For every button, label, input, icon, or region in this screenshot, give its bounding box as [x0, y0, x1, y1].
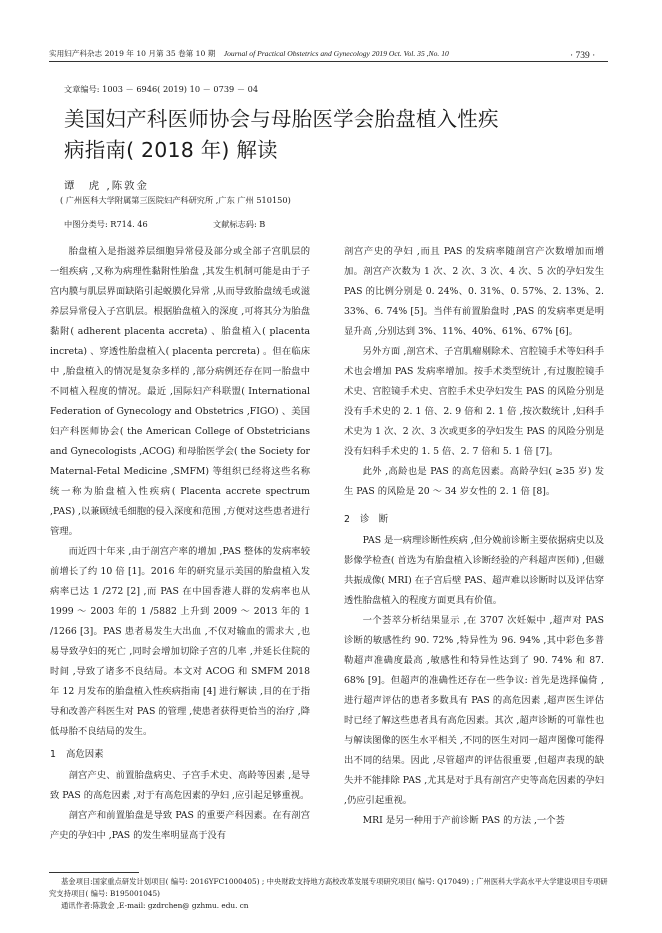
risk-paragraph-age: 此外 ,高龄也是 PAS 的高危因素。高龄孕妇( ≥35 岁) 发生 PAS 的风险是 20 ～ 34 岁女性的 2. 1 倍 [8]。 — [344, 466, 604, 497]
article-title — [64, 104, 604, 166]
intro-paragraph-1: 胎盘植入是指滋养层细胞异常侵及部分或全部子宫肌层的一组疾病 ,又称为病理性黏附性胎盘 ,其发生机制可能是由于子宫内膜与肌层界面缺陷引起蜕膜化异常 ,从而导致胎盘绒毛或滋养层异常侵入子宫肌层。根据胎盘植入的深度 ,可将其分为胎盘黏附( adherent placenta accreta) 、胎盘植入( placenta increta) 、穿透性胎盘植入( placenta percreta) 。但在临床中 ,胎盘植入的情况是复杂多样的 ,部分病例还存在同一胎盘中不同植入程度的情况。最近 ,国际妇产科联盟( International Federation of Gynecology and Obstetrics ,FIGO) 、美国妇产科医师协会( the American College of Obstetricians and Gynecologists ,ACOG) 和母胎医学会( the Society for Maternal-Fetal Medicine ,SMFM) 等组织已经将这些名称统一称为胎盘植入性疾病( Placenta accrete spectrum ,PAS) ,以兼顾绒毛细胞的侵入深度和范围 ,方便对这些患者进行管理。 — [50, 246, 311, 537]
section-2-paragraph-3: MRI 是另一种用于产前诊断 PAS 的方法 ,一个荟 — [362, 815, 565, 826]
clc-number: 中图分类号: R714. 46 — [64, 219, 148, 229]
right-column — [344, 242, 604, 831]
header-rule — [49, 61, 608, 62]
article-title-line-2: 病指南( 2018 年) 解读 — [64, 138, 278, 162]
left-column — [50, 242, 310, 846]
section-2-paragraph-1: PAS 是一病理诊断性疾病 ,但分娩前诊断主要依据病史以及影像学检查( 首选为有胎盘植入诊断经验的产科超声医师) ,但磁共振成像( MRI) 在子宫后壁 PAS、超声难以诊断时以及评估穿透性胎盘植入的程度方面更具有价值。 — [344, 535, 604, 606]
footnote — [49, 876, 609, 912]
section-1-number: 1 — [50, 749, 56, 760]
journal-name-cn: 实用妇产科杂志 2019 年 10 月第 35 卷第 10 期 — [49, 49, 216, 58]
funding-note — [49, 876, 609, 900]
funding-label: 基金项目: — [61, 877, 93, 886]
corresponding-author-note — [49, 900, 609, 912]
section-2-title: 诊 断 — [359, 514, 389, 525]
intro-paragraph-2: 而近四十年来 ,由于剖宫产率的增加 ,PAS 整体的发病率较前增长了约 10 倍 [1]。2016 年的研究显示美国的胎盘植入发病率已达 1 /272 [2] ,而 PAS 在中国香港人群的发病率也从 1999 ～ 2003 年的 1 /5882 上升到 2009 ～ 2013 年的 1 /1266 [3]。PAS 患者易发生大出血 ,不仅对输血的需求大 ,也易导致孕妇的死亡 ,同时会增加切除子宫的几率 ,并延长住院的时间 ,导致了诸多不良结局。本文对 ACOG 和 SMFM 2018 年 12 月发布的胎盘植入性疾病指南 [4] 进行解读 ,目的在于指导和改善产科医生对 PAS 的管理 ,使患者获得更恰当的治疗 ,降低母胎不良结局的发生。 — [50, 546, 310, 737]
funding-text: 国家重点研发计划项目( 编号: 2016YFC1000405) ; 中央财政支持地方高校改革发展专项研究项目( 编号: Q17049) ; 广州医科大学高水平大学建设项目专项研究支持项目( 编号: B195001045) — [49, 877, 608, 898]
corresponding-author-text: 陈敦金 ,E-mail: gzdrchen@ gzhmu. edu. cn — [92, 901, 249, 910]
document-code: 文献标志码: B — [213, 219, 266, 229]
running-header — [49, 48, 449, 59]
section-1-paragraph-1: 剖宫产史、前置胎盘病史、子宫手术史、高龄等因素 ,是导致 PAS 的高危因素 ,对于有高危因素的孕妇 ,应引起足够重视。 — [50, 770, 310, 801]
footnote-rule — [49, 872, 139, 873]
page-number: · 739 · — [570, 51, 596, 61]
affiliation: ( 广州医科大学附属第三医院妇产科研究所 ,广东 广州 510150) — [60, 195, 291, 205]
risk-paragraph-continued: 剖宫产史的孕妇 ,而且 PAS 的发病率随剖宫产次数增加而增加。剖宫产次数为 1 次、2 次、3 次、4 次、5 次的孕妇发生 PAS 的比例分别是 0. 24%、0. 31%、0. 57%、2. 13%、2. 33%、6. 74% [5]。当伴有前置胎盘时 ,PAS 的发病率更是明显升高 ,分别达到 3%、11%、40%、61%、67% [6]。 — [344, 246, 604, 337]
section-1-paragraph-2: 剖宫产和前置胎盘是导致 PAS 的重要产科因素。在有剖宫产史的孕妇中 ,PAS 的发生率明显高于没有 — [50, 810, 310, 841]
risk-paragraph-surgery: 另外方面 ,剖宫术、子宫肌瘤剔除术、宫腔镜手术等妇科手术也会增加 PAS 发病率增加。按手术类型统计 ,有过腹腔镜手术史、宫腔镜手术史、宫腔手术史孕妇发生 PAS 的风险分别是没有手术史的 2. 1 倍、2. 9 倍和 2. 1 倍 ,按次数统计 ,妇科手术史为 1 次、2 次、3 次或更多的孕妇发生 PAS 的风险分别是没有妇科手术史的 1. 5 倍、2. 7 倍和 5. 1 倍 [7]。 — [344, 346, 604, 457]
section-2-number: 2 — [344, 514, 350, 525]
section-2-paragraph-2: 一个荟萃分析结果显示 ,在 3707 次妊娠中 ,超声对 PAS 诊断的敏感性约 90. 72% ,特异性为 96. 94% ,其中彩色多普勒超声准确度最高 ,敏感性和特异性达到了 90. 74% 和 87. 68% [9]。但超声的准确性还存在一些争议: 首先是选择偏倚 ,进行超声评估的患者多数具有 PAS 的高危因素 ,超声医生评估时已经了解这些患者具有高危因素。其次 ,超声诊断的可靠性也与解读图像的医生水平相关 ,不同的医生对同一超声图像可能得出不同的结果。因此 ,尽管超声的评估很重要 ,但超声表现的缺失并不能排除 PAS ,尤其是对于具有剖宫产史等高危因素的孕妇 ,仍应引起重视。 — [344, 615, 604, 806]
section-2-heading — [344, 510, 604, 530]
article-title-line-1: 美国妇产科医师协会与母胎医学会胎盘植入性疾 — [64, 107, 499, 131]
journal-name-en: Journal of Practical Obstetrics and Gynecology 2019 Oct. Vol. 35 ,No. 10 — [223, 49, 449, 58]
section-1-title: 高危因素 — [65, 749, 104, 760]
corresponding-author-label: 通讯作者: — [61, 901, 93, 910]
section-1-heading — [50, 745, 310, 765]
article-number: 文章编号: 1003 － 6946( 2019) 10 － 0739 － 04 — [64, 84, 259, 94]
authors: 谭 虎 ,陈敦金 — [64, 180, 149, 192]
